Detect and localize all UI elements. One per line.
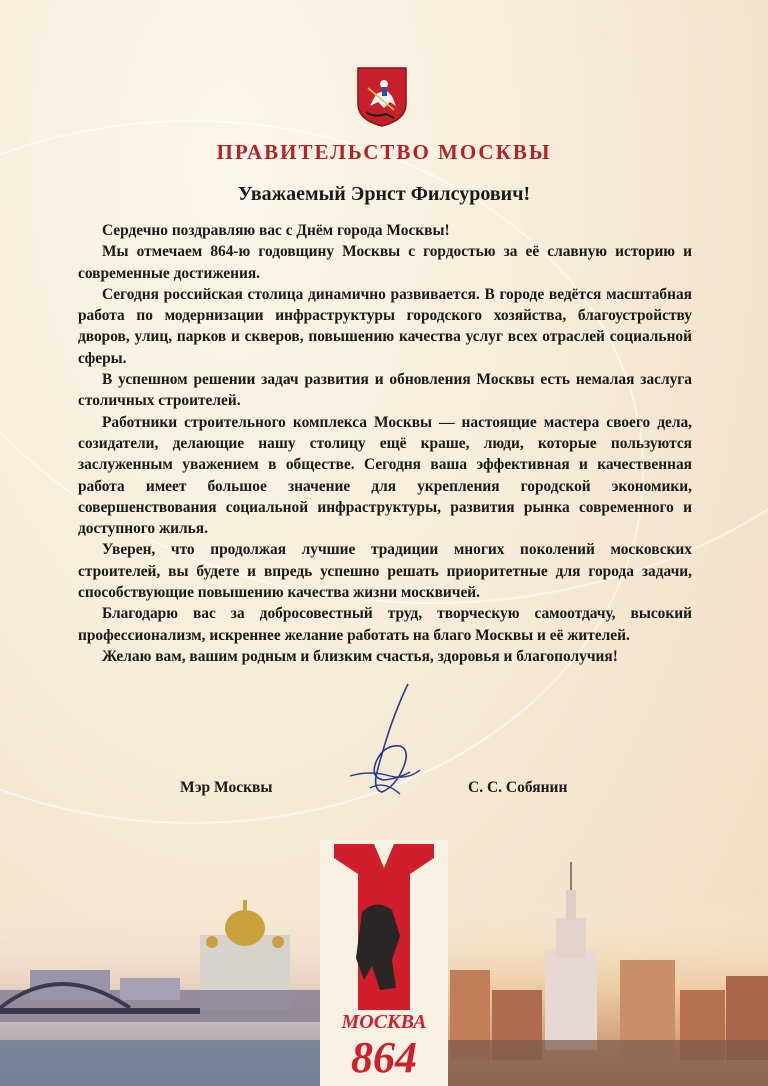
- letter-body: [78, 220, 692, 667]
- paragraph: Сегодня российская столица динамично развивается. В городе ведётся масштабная работа по модернизации инфраструктуры городского хозяйства, благоустройству дворов, улиц, парков и скверов, повышению качества услуг всех отраслей социальной сферы.: [78, 285, 692, 367]
- signer-name: С. С. Собянин: [468, 779, 568, 796]
- moscow-864-logo: [320, 840, 448, 1086]
- signer-role: Мэр Москвы: [180, 779, 273, 796]
- logo-title: МОСКВА: [341, 1011, 427, 1033]
- university-tower-silhouette: [545, 862, 597, 1050]
- moscow-panorama-image: [0, 840, 768, 1086]
- paragraph: Работники строительного комплекса Москвы — настоящие мастера своего дела, созидатели, делающие нашу столицу ещё краше, люди, которые пользуются заслуженным уважением в обществе. Сегодня ваша эффективная и качественная работа имеет большое значение для укрепления городской экономики, совершенствования социальной инфраструктуры, развития рынка современного и доступного жилья.: [78, 413, 692, 538]
- paragraph: Благодарю вас за добросовестный труд, творческую самоотдачу, высокий профессионализм, искреннее желание работать на благо Москвы и её жителей.: [78, 605, 692, 644]
- paragraph: Сердечно поздравляю вас с Днём города Москвы!: [102, 222, 450, 239]
- handwritten-signature: [340, 680, 430, 810]
- government-title: ПРАВИТЕЛЬСТВО МОСКВЫ: [216, 140, 552, 164]
- paragraph: Желаю вам, вашим родным и близким счастья, здоровья и благополучия!: [102, 647, 618, 665]
- logo-number: 864: [351, 1033, 417, 1082]
- paragraph: Уверен, что продолжая лучшие традиции многих поколений московских строителей, вы будете и впредь успешно решать приоритетные для города задачи, способствующие повышению качества жизни москвичей.: [78, 541, 692, 602]
- moscow-coat-of-arms-icon: [356, 66, 408, 128]
- paragraph: В успешном решении задач развития и обновления Москвы есть немалая заслуга столичных строителей.: [78, 371, 692, 410]
- salutation: Уважаемый Эрнст Филсурович!: [237, 183, 531, 205]
- paragraph: Мы отмечаем 864-ю годовщину Москвы с гордостью за её славную историю и современные достижения.: [78, 243, 692, 282]
